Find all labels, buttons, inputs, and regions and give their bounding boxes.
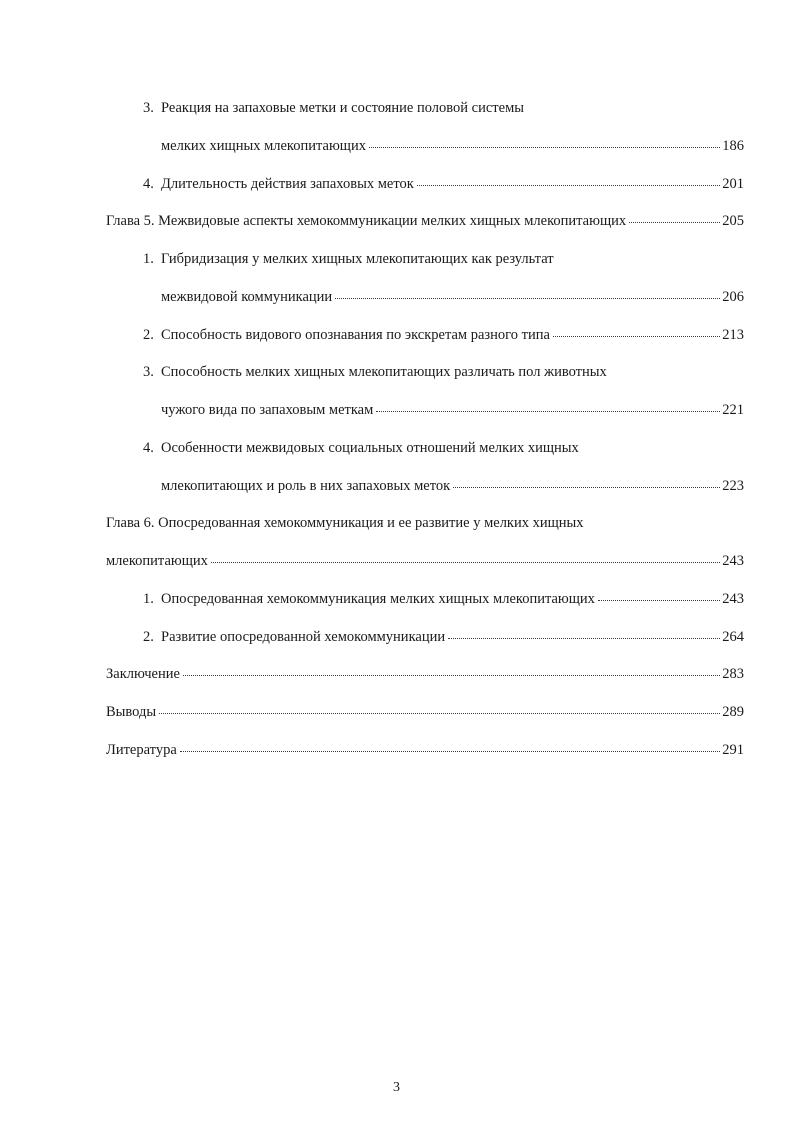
toc-entry-title: Глава 6. Опосредованная хемокоммуникация и ее развитие у мелких хищных [106,515,584,531]
toc-chapter-entry [0,702,793,722]
toc-entry [0,438,793,458]
toc-entry-number: 1. [143,251,154,267]
toc-entry-title: млекопитающих [106,553,208,569]
toc-entry [0,249,793,269]
toc-entry-number: 3. [143,364,154,380]
toc-entry [0,362,793,382]
toc-entry [0,400,793,420]
toc-entry-title: Заключение [106,666,180,682]
toc-entry-title: чужого вида по запаховым меткам [161,402,374,418]
dot-leader [598,599,720,601]
toc-entry-page: 264 [722,629,744,645]
toc-entry-number: 4. [143,176,154,192]
toc-entry-title: Особенности межвидовых социальных отношений мелких хищных [161,440,579,456]
dot-leader [180,750,720,752]
toc-entry-title: Гибридизация у мелких хищных млекопитающих как результат [161,251,554,267]
toc-entry-page: 243 [722,591,744,607]
dot-leader [183,674,720,676]
toc-entry-title: мелких хищных млекопитающих [161,138,366,154]
toc-chapter-entry [0,664,793,684]
toc-entry-title: Опосредованная хемокоммуникация мелких хищных млекопитающих [161,591,595,607]
toc-entry [0,98,793,118]
toc-entry-title: Глава 5. Межвидовые аспекты хемокоммуникации мелких хищных млекопитающих [106,213,627,229]
toc-entry [0,287,793,307]
dot-leader [417,184,720,186]
dot-leader [553,335,720,337]
dot-leader [629,221,720,223]
dot-leader [448,637,720,639]
toc-entry-title: Способность видового опознавания по экскретам разного типа [161,327,550,343]
dot-leader [335,297,720,299]
toc-entry [0,476,793,496]
toc-entry [0,325,793,345]
dot-leader [159,712,720,714]
dot-leader [376,410,720,412]
toc-entry-title: Длительность действия запаховых меток [161,176,414,192]
toc-entry-title: межвидовой коммуникации [161,289,333,305]
toc-chapter-entry [0,513,793,533]
toc-entry-page: 221 [722,402,744,418]
toc-entry-page: 289 [722,704,744,720]
toc-entry-title: Развитие опосредованной хемокоммуникации [161,629,446,645]
toc-entry [0,589,793,609]
toc-entry-page: 283 [722,666,744,682]
toc-entry-page: 205 [722,213,744,229]
page-number: 3 [393,1080,400,1095]
toc-entry-number: 3. [143,100,154,116]
toc-entry-title: Реакция на запаховые метки и состояние половой системы [161,100,524,116]
toc-entry-number: 1. [143,591,154,607]
toc-chapter-entry [0,211,793,231]
dot-leader [369,146,720,148]
toc-entry-title: млекопитающих и роль в них запаховых меток [161,478,451,494]
toc-entry-title: Выводы [106,704,157,720]
toc-entry [0,627,793,647]
dot-leader [211,561,720,563]
toc-entry [0,174,793,194]
toc-entry-page: 213 [722,327,744,343]
toc-entry-title: Литература [106,742,177,758]
toc-chapter-entry [0,551,793,571]
toc-entry-page: 186 [722,138,744,154]
toc-entry-title: Способность мелких хищных млекопитающих различать пол животных [161,364,607,380]
toc-entry [0,136,793,156]
toc-entry-number: 4. [143,440,154,456]
toc-entry-page: 243 [722,553,744,569]
toc-entry-number: 2. [143,629,154,645]
toc-entry-number: 2. [143,327,154,343]
dot-leader [453,486,720,488]
toc-entry-page: 291 [722,742,744,758]
toc-entry-page: 201 [722,176,744,192]
toc-entry-page: 223 [722,478,744,494]
toc-chapter-entry [0,740,793,760]
toc-entry-page: 206 [722,289,744,305]
